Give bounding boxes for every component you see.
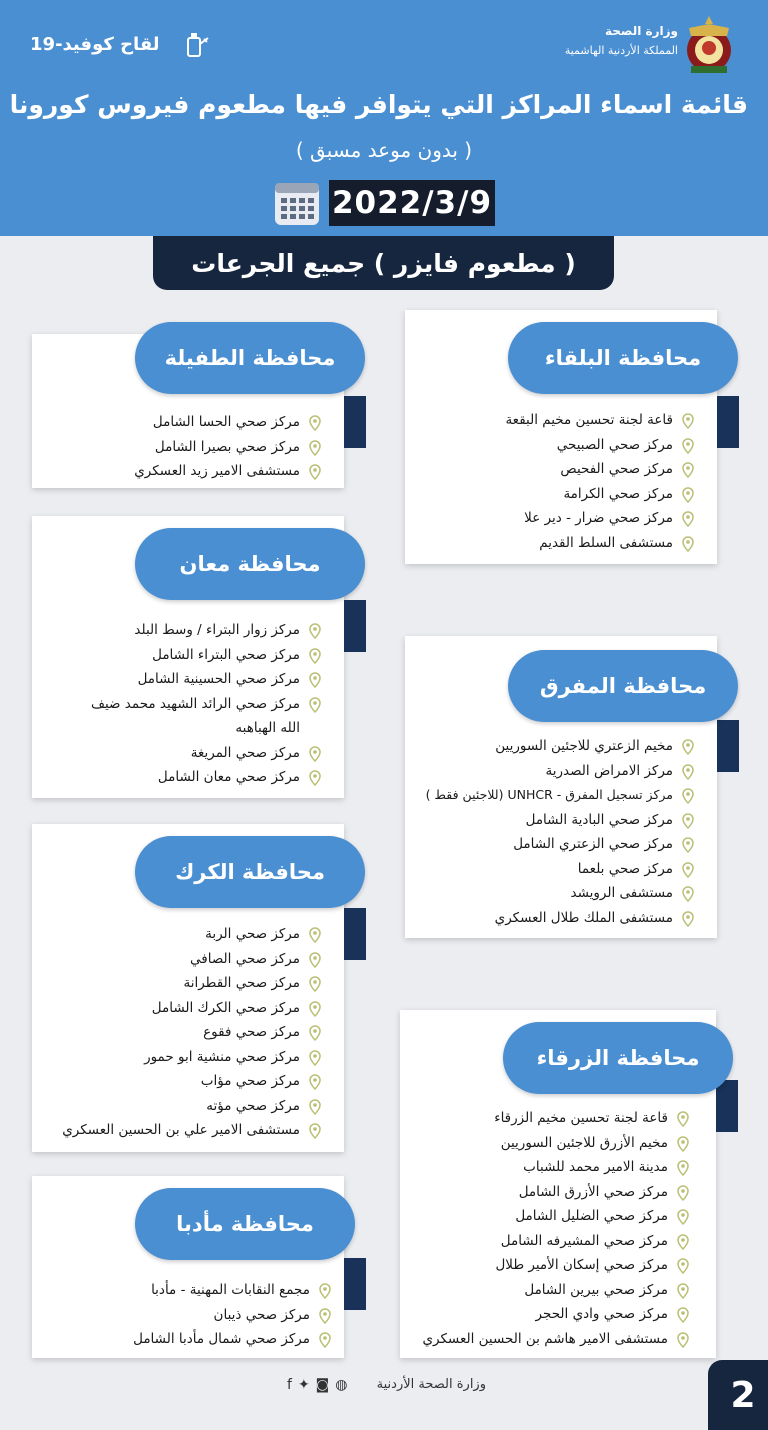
list-item: مخيم الزعتري للاجئين السوريين: [426, 734, 695, 759]
location-pin-icon: [676, 1185, 690, 1201]
governorate-title: محافظة الطفيلة: [135, 322, 365, 394]
page-subtitle: ( بدون موعد مسبق ): [295, 138, 473, 162]
center-list: [133, 1278, 332, 1352]
location-pin-icon: [308, 672, 322, 688]
list-item: قاعة لجنة تحسين مخيم البقعة: [505, 408, 695, 433]
governorate-title: محافظة المفرق: [508, 650, 738, 722]
list-item: مركز الامراض الصدرية: [426, 759, 695, 784]
facebook-icon[interactable]: f: [287, 1377, 292, 1393]
center-list: [505, 408, 695, 555]
governorate-card-madaba: [32, 1176, 344, 1358]
footer-org: وزارة الصحة الأردنية: [376, 1377, 486, 1392]
list-item: مركز صحي منشية ابو حمور: [62, 1045, 322, 1070]
location-pin-icon: [318, 1283, 332, 1299]
location-pin-icon: [681, 764, 695, 780]
globe-icon[interactable]: ◍: [335, 1377, 348, 1393]
list-item: مركز صحي الرائد الشهيد محمد ضيف الله الهباهبه: [82, 692, 322, 741]
location-pin-icon: [308, 440, 322, 456]
page-title: قائمة اسماء المراكز التي يتوافر فيها مطعوم فيروس كورونا: [9, 90, 748, 119]
location-pin-icon: [308, 464, 322, 480]
kingdom-name: المملكة الأردنية الهاشمية: [564, 44, 678, 57]
governorate-title: محافظة مأدبا: [135, 1188, 355, 1260]
list-item: مركز صحي الفحيص: [505, 457, 695, 482]
location-pin-icon: [676, 1258, 690, 1274]
ministry-name: وزارة الصحة: [604, 24, 678, 38]
list-item: مركز صحي الأزرق الشامل: [422, 1180, 690, 1205]
list-item: مركز صحي الكرك الشامل: [62, 996, 322, 1021]
location-pin-icon: [676, 1332, 690, 1348]
location-pin-icon: [308, 1099, 322, 1115]
governorate-title: محافظة معان: [135, 528, 365, 600]
list-item: مركز صحي بصيرا الشامل: [134, 435, 322, 460]
list-item: مركز صحي إسكان الأمير طلال: [422, 1253, 690, 1278]
location-pin-icon: [676, 1160, 690, 1176]
list-item: مستشفى الامير هاشم بن الحسين العسكري: [422, 1327, 690, 1352]
location-pin-icon: [308, 1050, 322, 1066]
list-item: مركز صحي بيرين الشامل: [422, 1278, 690, 1303]
location-pin-icon: [676, 1283, 690, 1299]
list-item: مخيم الأزرق للاجئين السوريين: [422, 1131, 690, 1156]
governorate-title: محافظة الزرقاء: [503, 1022, 733, 1094]
governorate-title: محافظة البلقاء: [508, 322, 738, 394]
list-item: مستشفى الامير زيد العسكري: [134, 459, 322, 484]
center-list: [422, 1106, 690, 1351]
list-item: مركز صحي الصبيحي: [505, 433, 695, 458]
governorate-title: محافظة الكرك: [135, 836, 365, 908]
list-item: مركز صحي ضرار - دير علا: [505, 506, 695, 531]
governorate-card-balqa: [405, 310, 717, 564]
location-pin-icon: [681, 911, 695, 927]
location-pin-icon: [308, 648, 322, 664]
governorate-card-zarqa: [400, 1010, 716, 1358]
location-pin-icon: [308, 1001, 322, 1017]
list-item: مستشفى الملك طلال العسكري: [426, 906, 695, 931]
list-item: مجمع النقابات المهنية - مأدبا: [133, 1278, 332, 1303]
list-item: مركز صحي الربة: [62, 922, 322, 947]
center-list: [426, 734, 695, 930]
covid-vaccine-label: لقاح كوفيد-19: [30, 34, 160, 55]
location-pin-icon: [681, 886, 695, 902]
location-pin-icon: [681, 813, 695, 829]
twitter-icon[interactable]: ✦: [297, 1377, 310, 1393]
list-item: مركز صحي المشيرفه الشامل: [422, 1229, 690, 1254]
list-item: مركز صحي شمال مأدبا الشامل: [133, 1327, 332, 1352]
list-item: مركز زوار البتراء / وسط البلد: [82, 618, 322, 643]
location-pin-icon: [681, 862, 695, 878]
center-list: [62, 922, 322, 1143]
list-item: مركز صحي البتراء الشامل: [82, 643, 322, 668]
governorate-card-mafraq: [405, 636, 717, 938]
page-number: 2: [708, 1360, 768, 1430]
list-item: مركز صحي الضليل الشامل: [422, 1204, 690, 1229]
location-pin-icon: [308, 697, 322, 713]
list-item: مركز صحي فقوع: [62, 1020, 322, 1045]
center-list: [134, 410, 322, 484]
list-item: مركز تسجيل المفرق - UNHCR (للاجئين فقط ): [426, 783, 695, 808]
location-pin-icon: [681, 438, 695, 454]
list-item: مركز صحي مؤته: [62, 1094, 322, 1119]
governorate-card-karak: [32, 824, 344, 1152]
governorate-card-tafila: [32, 334, 344, 488]
coat-of-arms-icon: [683, 14, 735, 76]
vaccine-type-banner: ( مطعوم فايزر ) جميع الجرعات: [153, 236, 614, 290]
location-pin-icon: [681, 788, 695, 804]
location-pin-icon: [308, 976, 322, 992]
list-item: مركز صحي الحسا الشامل: [134, 410, 322, 435]
location-pin-icon: [676, 1209, 690, 1225]
location-pin-icon: [676, 1234, 690, 1250]
header: [0, 0, 768, 236]
location-pin-icon: [308, 1074, 322, 1090]
list-item: مركز صحي البادية الشامل: [426, 808, 695, 833]
list-item: مركز صحي الكرامة: [505, 482, 695, 507]
governorate-card-maan: [32, 516, 344, 798]
location-pin-icon: [676, 1136, 690, 1152]
list-item: مركز صحي الحسينية الشامل: [82, 667, 322, 692]
vaccine-icon: [184, 30, 210, 60]
list-item: مركز صحي وادي الحجر: [422, 1302, 690, 1327]
center-list: [82, 618, 322, 790]
location-pin-icon: [681, 536, 695, 552]
instagram-icon[interactable]: ◙: [315, 1377, 330, 1393]
calendar-icon: [273, 181, 321, 227]
list-item: مركز صحي القطرانة: [62, 971, 322, 996]
list-item: مستشفى السلط القديم: [505, 531, 695, 556]
list-item: مركز صحي معان الشامل: [82, 765, 322, 790]
location-pin-icon: [308, 415, 322, 431]
location-pin-icon: [676, 1111, 690, 1127]
location-pin-icon: [308, 746, 322, 762]
location-pin-icon: [308, 927, 322, 943]
list-item: مركز صحي مؤاب: [62, 1069, 322, 1094]
social-icons: [287, 1377, 347, 1393]
location-pin-icon: [308, 623, 322, 639]
location-pin-icon: [681, 462, 695, 478]
location-pin-icon: [318, 1308, 332, 1324]
list-item: مستشفى الامير علي بن الحسين العسكري: [62, 1118, 322, 1143]
list-item: مركز صحي بلعما: [426, 857, 695, 882]
location-pin-icon: [681, 511, 695, 527]
list-item: مركز صحي ذيبان: [133, 1303, 332, 1328]
location-pin-icon: [681, 487, 695, 503]
location-pin-icon: [676, 1307, 690, 1323]
location-pin-icon: [318, 1332, 332, 1348]
location-pin-icon: [308, 1025, 322, 1041]
list-item: مركز صحي المريغة: [82, 741, 322, 766]
list-item: مركز صحي الزعتري الشامل: [426, 832, 695, 857]
location-pin-icon: [681, 739, 695, 755]
location-pin-icon: [308, 952, 322, 968]
location-pin-icon: [308, 1123, 322, 1139]
location-pin-icon: [681, 837, 695, 853]
list-item: مستشفى الرويشد: [426, 881, 695, 906]
list-item: مركز صحي الصافي: [62, 947, 322, 972]
list-item: قاعة لجنة تحسين مخيم الزرقاء: [422, 1106, 690, 1131]
location-pin-icon: [308, 770, 322, 786]
date-badge: 2022/3/9: [329, 180, 495, 226]
location-pin-icon: [681, 413, 695, 429]
list-item: مدينة الامير محمد للشباب: [422, 1155, 690, 1180]
